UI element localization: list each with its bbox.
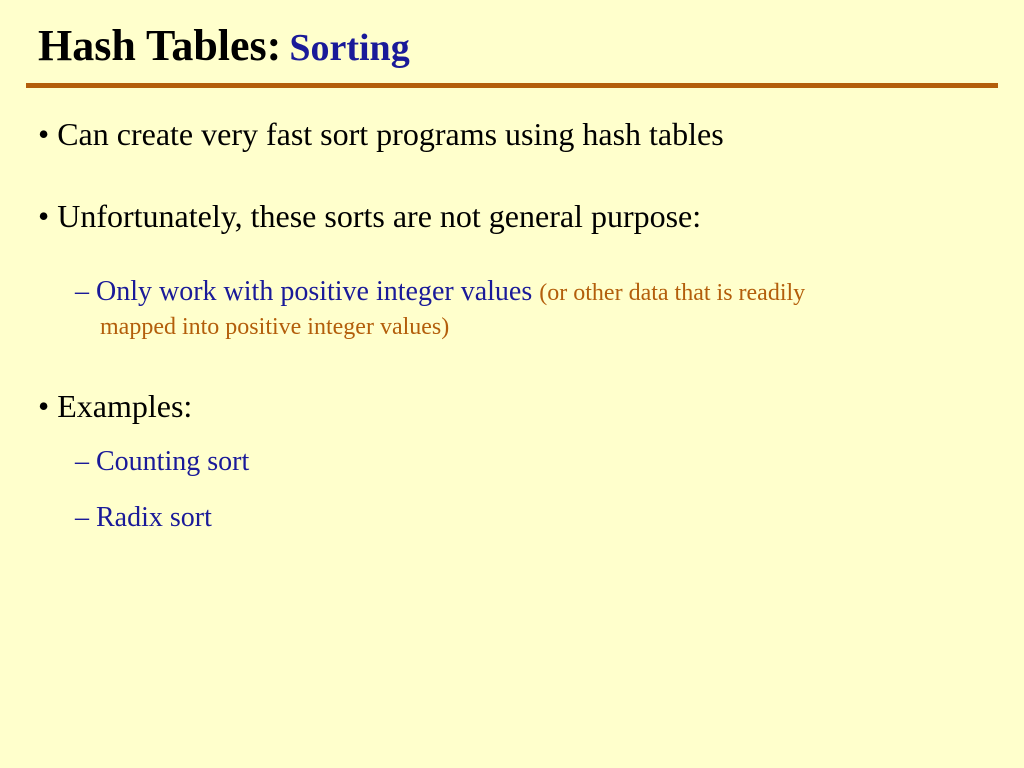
title-main: Hash Tables: bbox=[38, 21, 282, 70]
bullet-fast-sort: • Can create very fast sort programs using hash tables bbox=[38, 116, 724, 152]
slide-title bbox=[38, 21, 410, 70]
sub-item-note-continued: mapped into positive integer values) bbox=[100, 314, 450, 340]
example-counting-sort: – Counting sort bbox=[75, 446, 250, 477]
title-divider bbox=[26, 83, 998, 88]
sub-item-note: (or other data that is readily bbox=[539, 280, 806, 306]
bullet-examples: • Examples: bbox=[38, 388, 193, 424]
title-sub: Sorting bbox=[289, 27, 410, 69]
sub-item-positive-integers bbox=[75, 278, 805, 306]
example-radix-sort: – Radix sort bbox=[75, 502, 212, 533]
sub-item-text: – Only work with positive integer values bbox=[75, 276, 533, 307]
bullet-not-general: • Unfortunately, these sorts are not general purpose: bbox=[38, 198, 702, 234]
